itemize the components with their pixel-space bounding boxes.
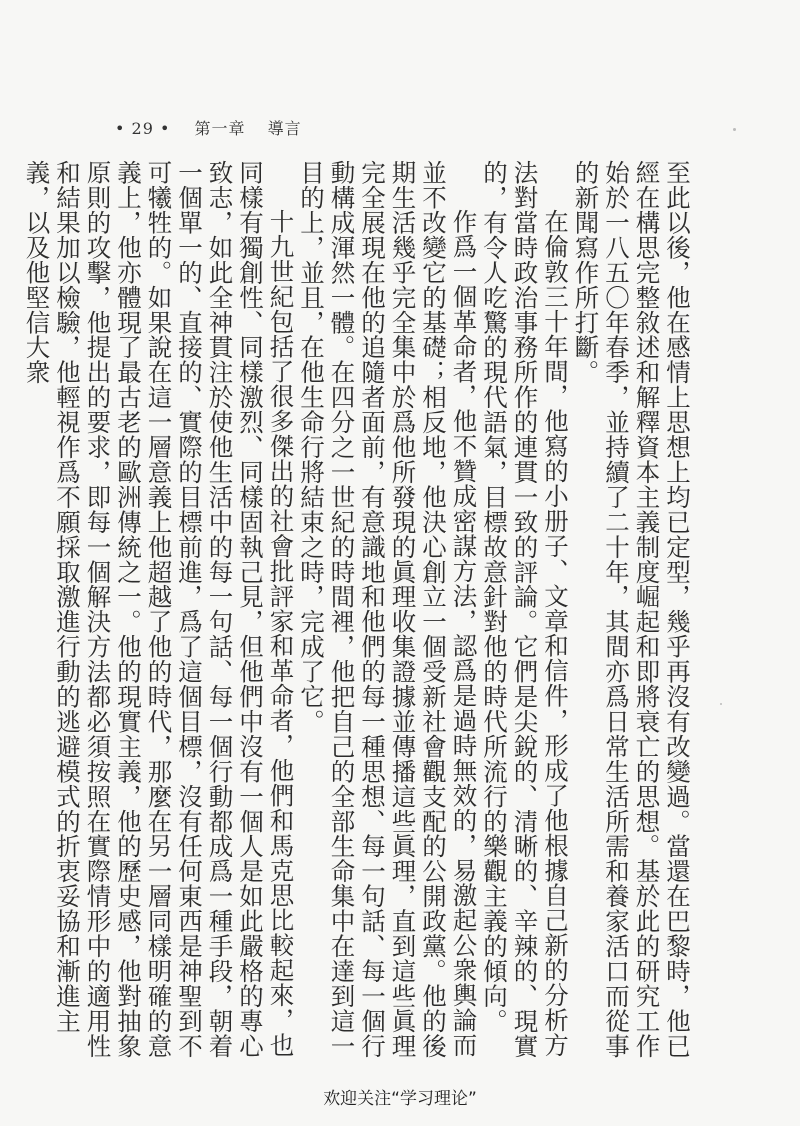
page-number: • 29 • xyxy=(115,119,171,138)
vertical-body-text xyxy=(22,160,692,1060)
chapter-label: 第一章 xyxy=(194,119,246,138)
footer-note: 欢迎关注“学习理论” xyxy=(323,1089,477,1109)
paragraph: 至此以後，他在感情上思想上均已定型，幾乎再沒有改變過。當還在巴黎時，他已經在構思完整敘述和解釋資本主義制度崛起和即將衰亡的思想。基於此的研究工作始於一八五〇年春季，並持續了二十年，其間亦爲日常生活所需和養家活口而從事的新聞寫作所打斷。 xyxy=(571,160,692,1059)
running-header xyxy=(115,116,302,139)
chapter-title: 導言 xyxy=(267,119,302,138)
paragraph: 在倫敦三十年間，他寫的小册子、文章和信件，形成了他根據自己新的分析方法對當時政治事務所作的連貫一致的評論。它們是尖銳的、清晰的、辛辣的、現實的，有令人吃驚的現代語氣，目標故意針對他的時代所流行的樂觀主義的傾向。 xyxy=(480,160,570,1059)
paragraph: 十九世紀包括了很多傑出的社會批評家和革命者，他們和馬克思比較起來，也同樣有獨創性、同樣激烈、同樣固執己見，但他們中沒有一個人是如此嚴格的專心致志，如此全神貫注於使他生活中的每一句話、每一個行動都成爲一種手段，朝着一個單一的、直接的、實際的目標前進，爲了這個目標，沒有任何東西是神聖到不可犧牲的。如果說在這一層意義上他超越了他的時代，那麼在另一層同樣明確的意義上，他亦體現了最古老的歐洲傳統之一。他的現實主義，他的歷史感，他對抽象原則的攻擊，他提出的要求，即每一個解決方法都必須按照在實際情形中的適用性和結果加以檢驗，他輕視作爲不願採取激進行動的逃避模式的折衷妥協和漸進主義，以及他堅信大衆 xyxy=(22,160,296,1059)
paragraph: 作爲一個革命者，他不贊成密謀方法，認爲是過時無效的，易激起公衆輿論而並不改變它的基礎；相反地，他決心創立一個受新社會觀支配的公開政黨。他的後期生活幾乎完全集中於爲他所發現的眞理收集證據並傳播這些眞理，直到這些眞理完全展現在他的追隨者面前，有意識地和他們的每一種思想、每一句話、每一個行動構成渾然一體。在四分之一世紀的時間裡，他把自己的全部生命集中在達到這一目的上，並且，在他生命行將結束之時，完成了它。 xyxy=(297,160,479,1059)
scan-speck xyxy=(733,128,736,131)
scan-speck xyxy=(720,703,722,705)
